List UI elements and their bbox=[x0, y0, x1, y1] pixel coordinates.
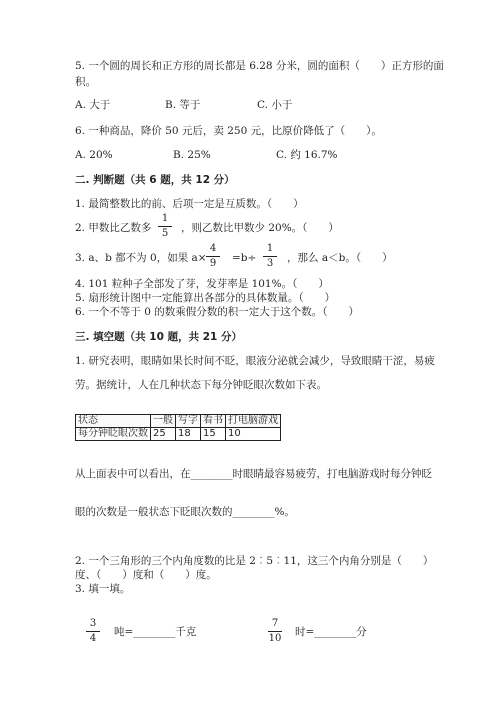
fill-item-1-line2: 劳。据统计，人在几种状态下每分钟眨眼次数如下表。 bbox=[75, 379, 327, 391]
judge-item-3-fraction-1 bbox=[206, 243, 220, 270]
q6-option-b: B. 25% bbox=[173, 149, 211, 161]
table-header-row bbox=[76, 415, 281, 428]
fraction-numerator: 3 bbox=[89, 618, 97, 629]
fill-item-3-title: 3. 填一填。 bbox=[75, 583, 131, 595]
q5-option-c: C. 小于 bbox=[257, 99, 293, 111]
fill-item-3-fraction-a bbox=[86, 618, 100, 645]
blink-rate-table bbox=[75, 414, 281, 441]
fraction-denominator: 3 bbox=[266, 258, 274, 269]
fill-item-1-line1: 1. 研究表明，眼睛如果长时间不眨，眼液分泌就会减少，导致眼睛干涩，易疲 bbox=[75, 355, 435, 367]
fill-item-3-fraction-b bbox=[268, 618, 282, 645]
fraction-numerator: 4 bbox=[209, 243, 217, 254]
judge-item-5: 5. 扇形统计图中一定能算出各部分的具体数量。（ ） bbox=[75, 292, 336, 304]
fill-item-3-part-a: 吨=________千克 bbox=[114, 626, 197, 638]
q6-text: 6. 一种商品，降价 50 元后，卖 250 元，比原价降低了（ ）。 bbox=[75, 125, 382, 137]
judge-item-3-post: ，那么 a＜b。（ ） bbox=[287, 252, 393, 264]
judge-item-2-post: ，则乙数比甲数少 20%。（ ） bbox=[181, 222, 339, 234]
judge-item-6: 6. 一个不等于 0 的数乘假分数的积一定大于这个数。（ ） bbox=[75, 306, 359, 318]
q6-option-c: C. 约 16.7% bbox=[276, 149, 338, 161]
q5-text-line1: 5. 一个圆的周长和正方形的周长都是 6.28 分米，圆的面积（ ）正方形的面 bbox=[75, 60, 444, 72]
judge-item-2-fraction bbox=[158, 213, 172, 240]
fraction-denominator: 4 bbox=[89, 633, 97, 644]
table-row bbox=[76, 428, 281, 441]
q5-text-line2: 积。 bbox=[75, 76, 96, 88]
fill-item-2-line1: 2. 一个三角形的三个内角度数的比是 2︰5︰11，这三个内角分别是（ ） bbox=[75, 555, 434, 567]
table-cell: 15 bbox=[201, 428, 226, 441]
fraction-numerator: 1 bbox=[266, 243, 274, 254]
judge-item-3-mid: =b÷ bbox=[232, 252, 257, 264]
table-header-cell: 写字 bbox=[176, 415, 201, 428]
q6-option-a: A. 20% bbox=[75, 149, 113, 161]
fill-item-2-line2: 度、（ ）度和（ ）度。 bbox=[75, 569, 217, 581]
table-cell: 10 bbox=[226, 428, 281, 441]
judge-item-4: 4. 101 粒种子全部发了芽，发芽率是 101%。（ ） bbox=[75, 278, 329, 290]
fraction-denominator: 5 bbox=[161, 228, 169, 239]
q5-option-a: A. 大于 bbox=[75, 99, 111, 111]
fraction-denominator: 10 bbox=[268, 633, 282, 644]
section2-title: 二. 判断题（共 6 题，共 12 分） bbox=[75, 174, 235, 186]
fill-item-3-part-b: 时=________分 bbox=[295, 626, 367, 638]
judge-item-3-pre: 3. a、b 都不为 0，如果 a× bbox=[75, 252, 207, 264]
table-header-cell: 状态 bbox=[76, 415, 151, 428]
fraction-denominator: 9 bbox=[209, 258, 217, 269]
table-cell: 每分钟眨眼次数 bbox=[76, 428, 151, 441]
table-header-cell: 打电脑游戏 bbox=[226, 415, 281, 428]
fill-item-1-question-1: 从上面表中可以看出，在________时眼睛最容易疲劳，打电脑游戏时每分钟眨 bbox=[75, 468, 432, 480]
fill-item-1-question-2: 眼的次数是一般状态下眨眼次数的________%。 bbox=[75, 506, 295, 518]
q5-option-b: B. 等于 bbox=[165, 99, 201, 111]
section3-title: 三. 填空题（共 10 题，共 21 分） bbox=[75, 331, 242, 343]
judge-item-3-fraction-2 bbox=[263, 243, 277, 270]
judge-item-2-pre: 2. 甲数比乙数多 bbox=[75, 222, 152, 234]
table-cell: 18 bbox=[176, 428, 201, 441]
table-header-cell: 看书 bbox=[201, 415, 226, 428]
fraction-numerator: 7 bbox=[271, 618, 279, 629]
judge-item-1: 1. 最简整数比的前、后项一定是互质数。（ ） bbox=[75, 198, 304, 210]
fraction-numerator: 1 bbox=[161, 213, 169, 224]
table-cell: 25 bbox=[151, 428, 176, 441]
table-header-cell: 一般 bbox=[151, 415, 176, 428]
